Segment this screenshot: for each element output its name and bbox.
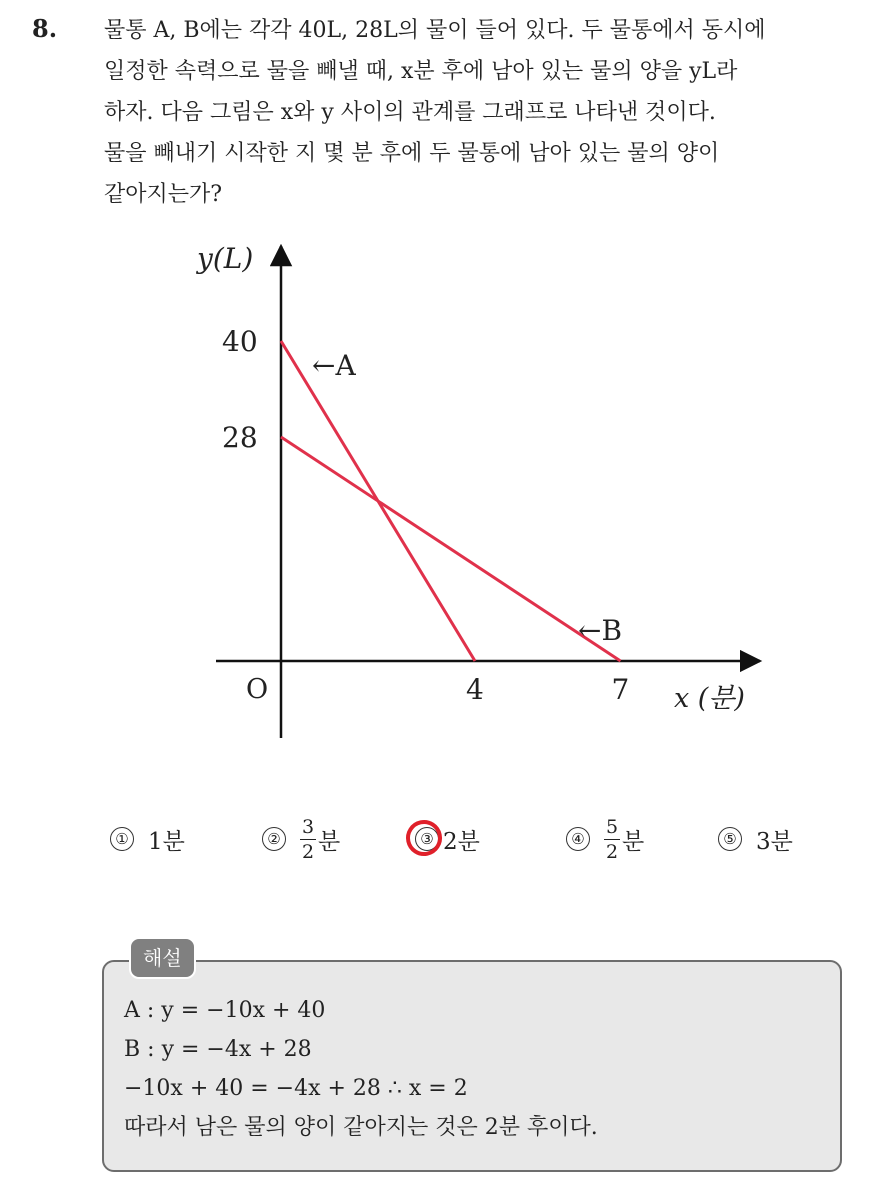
fraction-numerator: 3 xyxy=(301,815,315,838)
question-line: 하자. 다음 그림은 x와 y 사이의 관계를 그래프로 나타낸 것이다. xyxy=(104,100,716,125)
question-line: 물을 빼내기 시작한 지 몇 분 후에 두 물통에 남아 있는 물의 양이 xyxy=(104,141,720,166)
fraction xyxy=(300,817,316,862)
choice-marker: ① xyxy=(110,827,134,851)
series-label-b: ←B xyxy=(578,614,623,647)
solution-line: A : y = −10x + 40 xyxy=(124,998,326,1023)
series-line-b xyxy=(281,437,621,661)
fraction-denominator: 2 xyxy=(605,840,619,863)
question-line: 같아지는가? xyxy=(104,182,223,207)
fraction-bar xyxy=(604,839,620,840)
choice-marker: ③ xyxy=(415,827,439,851)
fraction xyxy=(604,817,620,862)
y-axis-label: y(L) xyxy=(197,242,254,275)
solution-line: 따라서 남은 물의 양이 같아지는 것은 2분 후이다. xyxy=(124,1115,598,1140)
choice-marker: ④ xyxy=(566,827,590,851)
question-number: 8. xyxy=(32,14,58,43)
solution-line: −10x + 40 = −4x + 28 ∴ x = 2 xyxy=(124,1076,468,1101)
choice-value: 3분 xyxy=(756,828,793,855)
x-axis-label: x (분) xyxy=(674,683,745,714)
choice-marker: ② xyxy=(262,827,286,851)
fraction-numerator: 5 xyxy=(605,815,619,838)
solution-text xyxy=(124,991,598,1147)
choice-marker: ⑤ xyxy=(718,827,742,851)
x-tick-label: 7 xyxy=(611,673,630,706)
choice-unit: 분 xyxy=(622,828,645,855)
answer-choices xyxy=(0,808,884,878)
series-label-a: ←A xyxy=(312,349,356,382)
solution-tab: 해설 xyxy=(129,937,196,979)
question-line: 물통 A, B에는 각각 40L, 28L의 물이 들어 있다. 두 물통에서 동시에 xyxy=(104,18,766,43)
solution-line: B : y = −4x + 28 xyxy=(124,1037,312,1062)
fraction-denominator: 2 xyxy=(301,840,315,863)
origin-label: O xyxy=(246,674,269,705)
question-line: 일정한 속력으로 물을 빼낼 때, x분 후에 남아 있는 물의 양을 yL라 xyxy=(104,59,738,84)
fraction-bar xyxy=(300,839,316,840)
x-tick-label: 4 xyxy=(466,673,484,706)
choice-1[interactable] xyxy=(110,808,185,870)
choice-5[interactable] xyxy=(718,808,793,870)
choice-unit: 분 xyxy=(318,828,341,855)
y-tick-label: 28 xyxy=(222,421,258,454)
selected-answer-mark xyxy=(403,817,446,860)
choice-2[interactable] xyxy=(262,808,340,870)
choice-value: 1분 xyxy=(148,828,185,855)
choice-4[interactable] xyxy=(566,808,644,870)
choice-value: 2분 xyxy=(443,828,480,855)
choice-3[interactable] xyxy=(415,808,480,870)
y-tick-label: 40 xyxy=(222,325,258,358)
